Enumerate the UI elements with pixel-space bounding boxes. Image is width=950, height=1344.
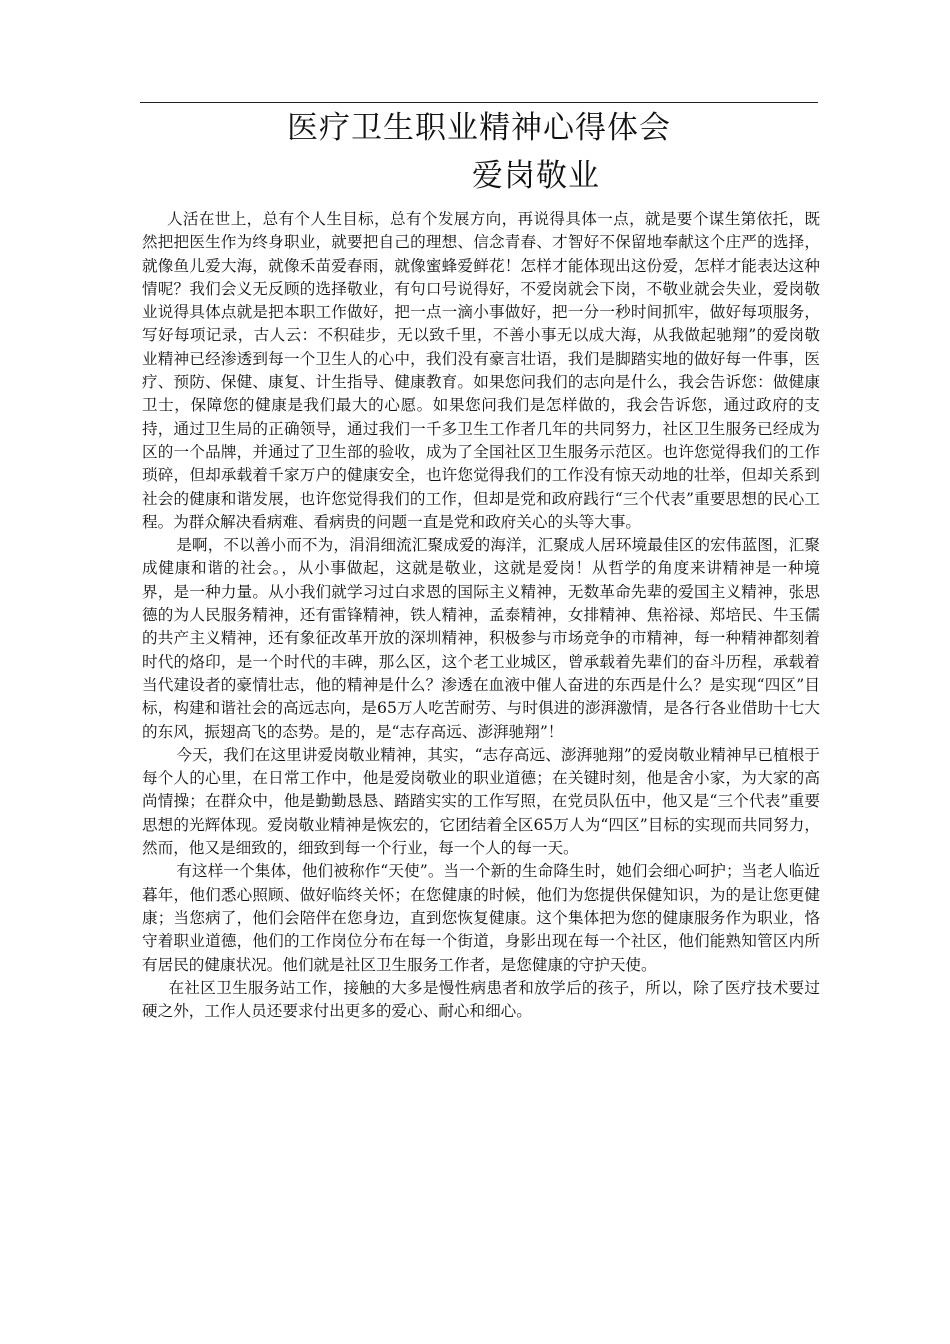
paragraph-4: 有这样一个集体，他们被称作“天使”。当一个新的生命降生时，她们会细心呵护；当老人临近暮年，他们悉心照顾、做好临终关怀；在您健康的时候，他们为您提供保健知识，为的是让您更健康；当您病了，他们会陪伴在您身边，直到您恢复健康。这个集体把为您的健康服务作为职业，恪守着职业道德，他们的工作岗位分布在每一个街道，身影出现在每一个社区，他们能熟知管区内所有居民的健康状况。他们就是社区卫生服务工作者，是您健康的守护天使。 xyxy=(142,862,820,974)
paragraph-5: 在社区卫生服务站工作，接触的大多是慢性病患者和放学后的孩子，所以，除了医疗技术要过硬之外，工作人员还要求付出更多的爱心、耐心和细心。 xyxy=(142,978,820,1021)
header-rule xyxy=(140,102,818,103)
paragraph-2: 是啊，不以善小而不为，涓涓细流汇聚成爱的海洋，汇聚成人居环境最佳区的宏伟蓝图，汇聚成健康和谐的社会。，从小事做起，这就是敬业，这就是爱岗！从哲学的角度来讲精神是一种境界，是一种力量。从小我们就学习过白求恩的国际主义精神，无数革命先辈的爱国主义精神，张思德的为人民服务精神，还有雷锋精神，铁人精神，孟泰精神，女排精神、焦裕禄、郑培民、牛玉儒的共产主义精神，还有象征改革开放的深圳精神，积极参与市场竞争的市精神，每一种精神都刻着时代的烙印，是一个时代的丰碑，那么区，这个老工业城区，曾承载着先辈们的奋斗历程，承载着当代建设者的豪情壮志，他的精神是什么？渗透在血液中催人奋进的东西是什么？是实现“四区”目标，构建和谐社会的高远志向，是65万人吃苦耐劳、与时俱进的澎湃激情，是各行各业借助十七大的东风，振翅高飞的态势。是的，是“志存高远、澎湃驰翔”！ xyxy=(142,536,820,741)
document-body xyxy=(142,208,820,1023)
paragraph-3: 今天，我们在这里讲爱岗敬业精神，其实，“志存高远、澎湃驰翔”的爱岗敬业精神早已植根于每个人的心里，在日常工作中，他是爱岗敬业的职业道德；在关键时刻，他是舍小家，为大家的高尚情操；在群众中，他是勤勤恳恳、踏踏实实的工作写照，在党员队伍中，他又是“三个代表”重要思想的光辉体现。爱岗敬业精神是恢宏的，它团结着全区65万人为“四区”目标的实现而共同努力，然而，他又是细致的，细致到每一个行业，每一个人的每一天。 xyxy=(142,745,820,858)
document-title: 医疗卫生职业精神心得体会 xyxy=(287,110,671,146)
paragraph-1: 人活在世上，总有个人生目标，总有个发展方向，再说得具体一点，就是要个谋生第依托，既然把把医生作为终身职业，就要把自己的理想、信念青春、才智好不保留地奉献这个庄严的选择，就像鱼儿爱大海，就像禾苗爱春雨，就像蜜蜂爱鲜花！怎样才能体现出这份爱，怎样才能表达这种情呢？我们会义无反顾的选择敬业，有句口号说得好，不爱岗就会下岗，不敬业就会失业，爱岗敬业说得具体点就是把本职工作做好，把一点一滴小事做好，把一分一秒时间抓牢，做好每项服务，写好每项记录，古人云：不积硅步，无以致千里，不善小事无以成大海，从我做起驰翔”的爱岗敬业精神已经渗透到每一个卫生人的心中，我们没有豪言壮语，我们是脚踏实地的做好每一件事，医疗、预防、保健、康复、计生指导、健康教育。如果您问我们的志向是什么，我会告诉您：做健康卫士，保障您的健康是我们最大的心愿。如果您问我们是怎样做的，我会告诉您，通过政府的支持，通过卫生局的正确领导，通过我们一千多卫生工作者几年的共同努力，社区卫生服务已经成为区的一个品牌，并通过了卫生部的验收，成为了全国社区卫生服务示范区。也许您觉得我们的工作琐碎，但却承载着千家万户的健康安全，也许您觉得我们的工作没有惊天动地的壮举，但却关系到社会的健康和谐发展，也许您觉得我们的工作，但却是党和政府践行“三个代表”重要思想的民心工程。为群众解决看病难、看病贵的问题一直是党和政府关心的头等大事。 xyxy=(142,210,820,531)
document-subtitle: 爱岗敬业 xyxy=(472,158,600,194)
